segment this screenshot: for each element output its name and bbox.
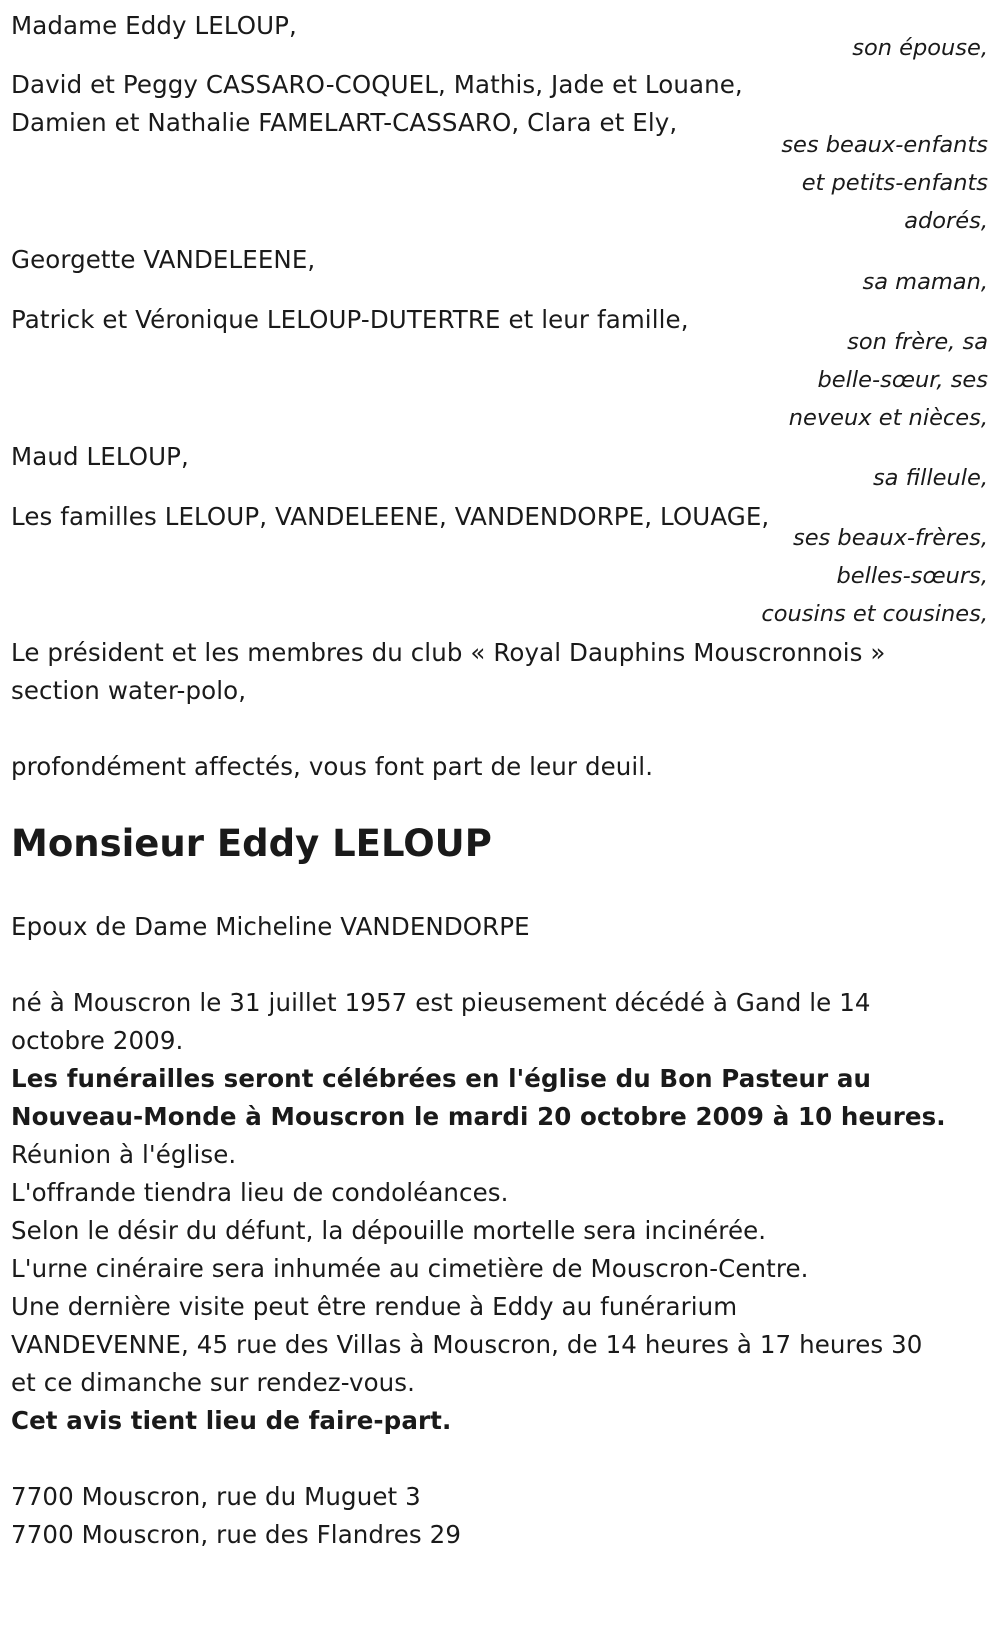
mourner-name: David et Peggy CASSARO-COQUEL, Mathis, Jade et Louane, <box>11 70 743 99</box>
mourner-name: Maud LELOUP, <box>11 442 189 471</box>
mourner-name: Madame Eddy LELOUP, <box>11 11 297 40</box>
mourner-relation: ses beaux-enfants <box>781 132 988 158</box>
detail-line: et ce dimanche sur rendez-vous. <box>11 1368 416 1397</box>
detail-line: Une dernière visite peut être rendue à Eddy au funérarium <box>11 1292 738 1321</box>
deceased-name: Monsieur Eddy LELOUP <box>11 822 492 865</box>
detail-line: Selon le désir du défunt, la dépouille mortelle sera incinérée. <box>11 1216 767 1245</box>
announcement: profondément affectés, vous font part de leur deuil. <box>11 752 654 781</box>
mourner-relation: ses beaux-frères, <box>792 525 988 551</box>
mourner-relation: belles-sœurs, <box>836 563 988 589</box>
mourner-relation: neveux et nièces, <box>788 405 988 431</box>
detail-line: VANDEVENNE, 45 rue des Villas à Mouscron, de 14 heures à 17 heures 30 <box>11 1330 923 1359</box>
address-line: 7700 Mouscron, rue du Muguet 3 <box>11 1482 421 1511</box>
spouse-line: Epoux de Dame Micheline VANDENDORPE <box>11 912 530 941</box>
mourner-name: Les familles LELOUP, VANDELEENE, VANDENDORPE, LOUAGE, <box>11 502 770 531</box>
mourner-relation: son épouse, <box>852 35 988 61</box>
mourner-relation: belle-sœur, ses <box>817 367 988 393</box>
mourner-relation: sa filleule, <box>872 465 988 491</box>
mourner-relation: adorés, <box>904 208 988 234</box>
birth-death-line: octobre 2009. <box>11 1026 184 1055</box>
birth-death-line: né à Mouscron le 31 juillet 1957 est pieusement décédé à Gand le 14 <box>11 988 871 1017</box>
detail-line: Réunion à l'église. <box>11 1140 237 1169</box>
notice-line: Cet avis tient lieu de faire-part. <box>11 1406 452 1435</box>
club-line: section water-polo, <box>11 676 247 705</box>
address-line: 7700 Mouscron, rue des Flandres 29 <box>11 1520 462 1549</box>
mourner-relation: sa maman, <box>862 269 988 295</box>
mourner-name: Damien et Nathalie FAMELART-CASSARO, Clara et Ely, <box>11 108 678 137</box>
detail-line: L'urne cinéraire sera inhumée au cimetière de Mouscron-Centre. <box>11 1254 809 1283</box>
mourner-relation: son frère, sa <box>847 329 988 355</box>
funeral-line: Nouveau-Monde à Mouscron le mardi 20 octobre 2009 à 10 heures. <box>11 1102 946 1131</box>
detail-line: L'offrande tiendra lieu de condoléances. <box>11 1178 509 1207</box>
mourner-name: Georgette VANDELEENE, <box>11 245 316 274</box>
mourner-relation: cousins et cousines, <box>761 601 988 627</box>
mourner-name: Patrick et Véronique LELOUP-DUTERTRE et leur famille, <box>11 305 689 334</box>
club-line: Le président et les membres du club « Royal Dauphins Mouscronnois » <box>11 638 886 667</box>
funeral-line: Les funérailles seront célébrées en l'église du Bon Pasteur au <box>11 1064 872 1093</box>
mourner-relation: et petits-enfants <box>801 170 988 196</box>
